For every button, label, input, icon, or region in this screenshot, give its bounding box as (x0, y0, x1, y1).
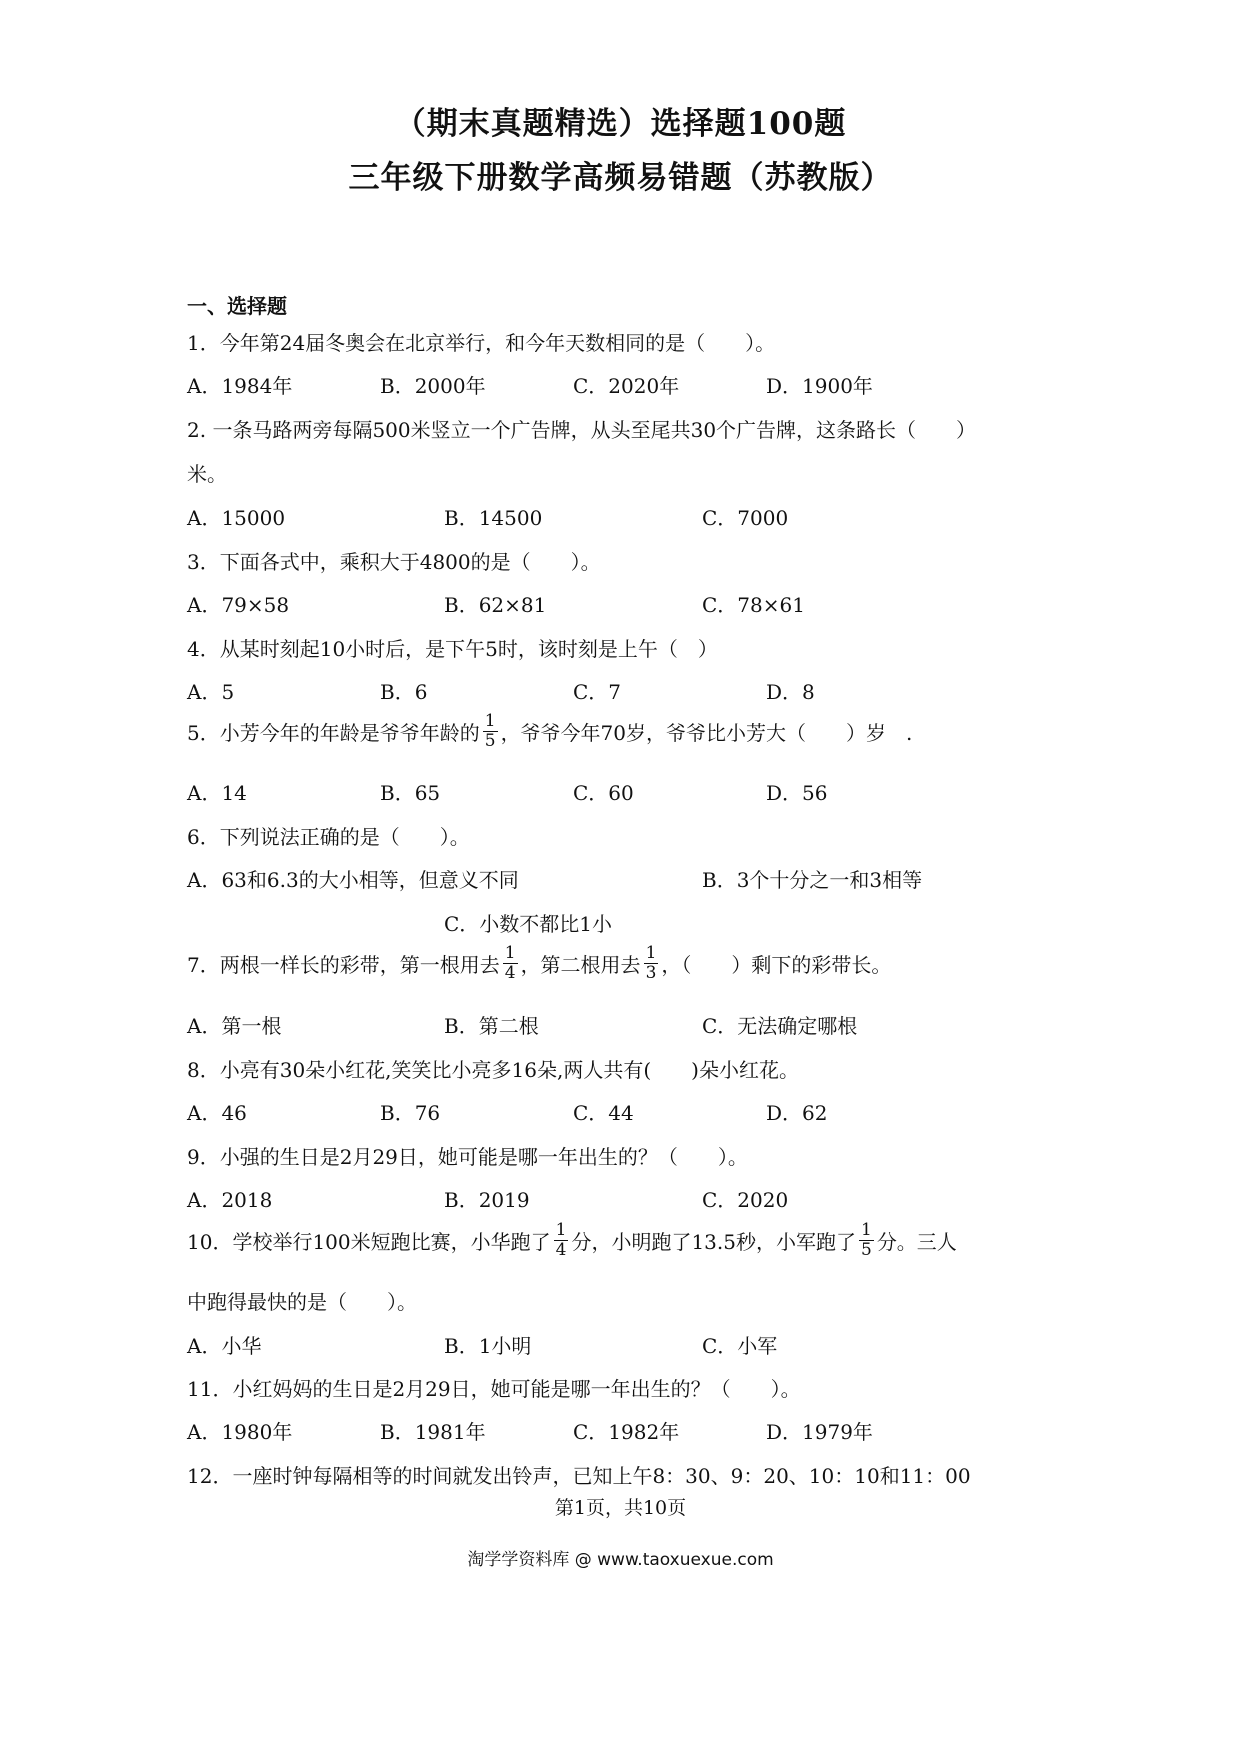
q10-option-c: C．小军 (702, 1334, 778, 1358)
question-3: 3．下面各式中，乘积大于4800的是（ ）。 (187, 550, 601, 574)
q1-option-b: B．2000年 (380, 374, 486, 398)
question-10-cont: 中跑得最快的是（ ）。 (187, 1290, 417, 1314)
q4-option-b: B．6 (380, 680, 428, 704)
q10-text-after: 分。三人 (876, 1230, 957, 1254)
q7-option-a: A．第一根 (187, 1014, 282, 1038)
q2-option-a: A．15000 (187, 506, 286, 530)
page-footer: 第1页，共10页 (554, 1497, 687, 1519)
q4-option-a: A．5 (187, 680, 235, 704)
q9-option-c: C．2020 (702, 1188, 789, 1212)
q6-option-c: C．小数不都比1小 (444, 912, 613, 936)
q7-fraction-2-denominator: 3 (645, 963, 657, 983)
q10-text-before: 10．学校举行100米短跑比赛，小华跑了 (187, 1230, 551, 1254)
q4-option-d: D．8 (766, 680, 815, 704)
q8-option-c: C．44 (573, 1101, 634, 1125)
q11-option-c: C．1982年 (573, 1420, 680, 1444)
q10-fraction-2-denominator: 5 (860, 1240, 872, 1260)
question-5 (187, 712, 912, 751)
q9-option-b: B．2019 (444, 1188, 530, 1212)
question-10 (187, 1221, 957, 1260)
question-9: 9．小强的生日是2月29日，她可能是哪一年出生的？（ ）。 (187, 1145, 748, 1169)
q8-option-a: A．46 (187, 1101, 247, 1125)
question-2: 2. 一条马路两旁每隔500米竖立一个广告牌，从头至尾共30个广告牌，这条路长（ ） (187, 418, 977, 442)
q6-option-b: B．3个十分之一和3相等 (702, 868, 923, 892)
question-1: 1．今年第24届冬奥会在北京举行，和今年天数相同的是（ ）。 (187, 331, 776, 355)
q11-option-b: B．1981年 (380, 1420, 486, 1444)
q6-option-a: A．63和6.3的大小相等，但意义不同 (187, 868, 519, 892)
q7-option-b: B．第二根 (444, 1014, 539, 1038)
q7-fraction-2 (644, 944, 659, 983)
q7-fraction-1-numerator: 1 (504, 943, 516, 963)
q8-option-d: D．62 (766, 1101, 828, 1125)
q7-text-before: 7．两根一样长的彩带，第一根用去 (187, 953, 500, 977)
q2-option-b: B．14500 (444, 506, 543, 530)
question-4: 4．从某时刻起10小时后，是下午5时，该时刻是上午（ ） (187, 637, 718, 661)
q3-option-a: A．79×58 (187, 593, 290, 617)
q11-option-d: D．1979年 (766, 1420, 873, 1444)
q10-fraction-1 (554, 1221, 569, 1260)
q7-fraction-2-numerator: 1 (645, 943, 657, 963)
watermark: 淘学学资料库 @ www.taoxuexue.com (467, 1550, 774, 1570)
question-6: 6．下列说法正确的是（ ）。 (187, 825, 470, 849)
question-11: 11．小红妈妈的生日是2月29日，她可能是哪一年出生的？（ ）。 (187, 1377, 801, 1401)
page-subtitle: 三年级下册数学高频易错题（苏教版） (348, 160, 893, 196)
q4-option-c: C．7 (573, 680, 622, 704)
page-title: （期末真题精选）选择题100题 (394, 106, 847, 142)
q5-option-a: A．14 (187, 781, 247, 805)
q5-fraction-denominator: 5 (484, 731, 496, 751)
q1-option-c: C．2020年 (573, 374, 680, 398)
q3-option-b: B．62×81 (444, 593, 547, 617)
question-7 (187, 944, 891, 983)
q5-text-before: 5．小芳今年的年龄是爷爷年龄的 (187, 721, 480, 745)
q10-option-a: A．小华 (187, 1334, 262, 1358)
q5-text-after: ，爷爷今年70岁，爷爷比小芳大（ ）岁 . (500, 721, 913, 745)
question-2-cont: 米。 (187, 462, 227, 486)
q1-option-a: A．1984年 (187, 374, 293, 398)
q9-option-a: A．2018 (187, 1188, 273, 1212)
q10-fraction-2-numerator: 1 (860, 1220, 872, 1240)
q5-option-b: B．65 (380, 781, 441, 805)
q3-option-c: C．78×61 (702, 593, 805, 617)
q10-option-b: B．1小明 (444, 1334, 532, 1358)
question-12: 12．一座时钟每隔相等的时间就发出铃声，已知上午8：30、9：20、10：10和11：00 (187, 1464, 971, 1488)
q11-option-a: A．1980年 (187, 1420, 293, 1444)
q10-fraction-1-denominator: 4 (555, 1240, 567, 1260)
q10-fraction-1-numerator: 1 (555, 1220, 567, 1240)
q7-text-after: ，（ ）剩下的彩带长。 (661, 953, 892, 977)
q7-fraction-1-denominator: 4 (504, 963, 516, 983)
q10-text-middle: 分，小明跑了13.5秒，小军跑了 (571, 1230, 856, 1254)
q8-option-b: B．76 (380, 1101, 441, 1125)
q5-fraction-numerator: 1 (484, 711, 496, 731)
q5-option-d: D．56 (766, 781, 828, 805)
q1-option-d: D．1900年 (766, 374, 873, 398)
question-8: 8．小亮有30朵小红花,笑笑比小亮多16朵,两人共有( )朵小红花。 (187, 1058, 799, 1082)
q7-option-c: C．无法确定哪根 (702, 1014, 858, 1038)
section-heading: 一、选择题 (187, 294, 287, 318)
q2-option-c: C．7000 (702, 506, 789, 530)
q10-fraction-2 (859, 1221, 874, 1260)
q7-text-middle: ，第二根用去 (520, 953, 641, 977)
q5-fraction (483, 712, 498, 751)
q7-fraction-1 (503, 944, 518, 983)
q5-option-c: C．60 (573, 781, 634, 805)
